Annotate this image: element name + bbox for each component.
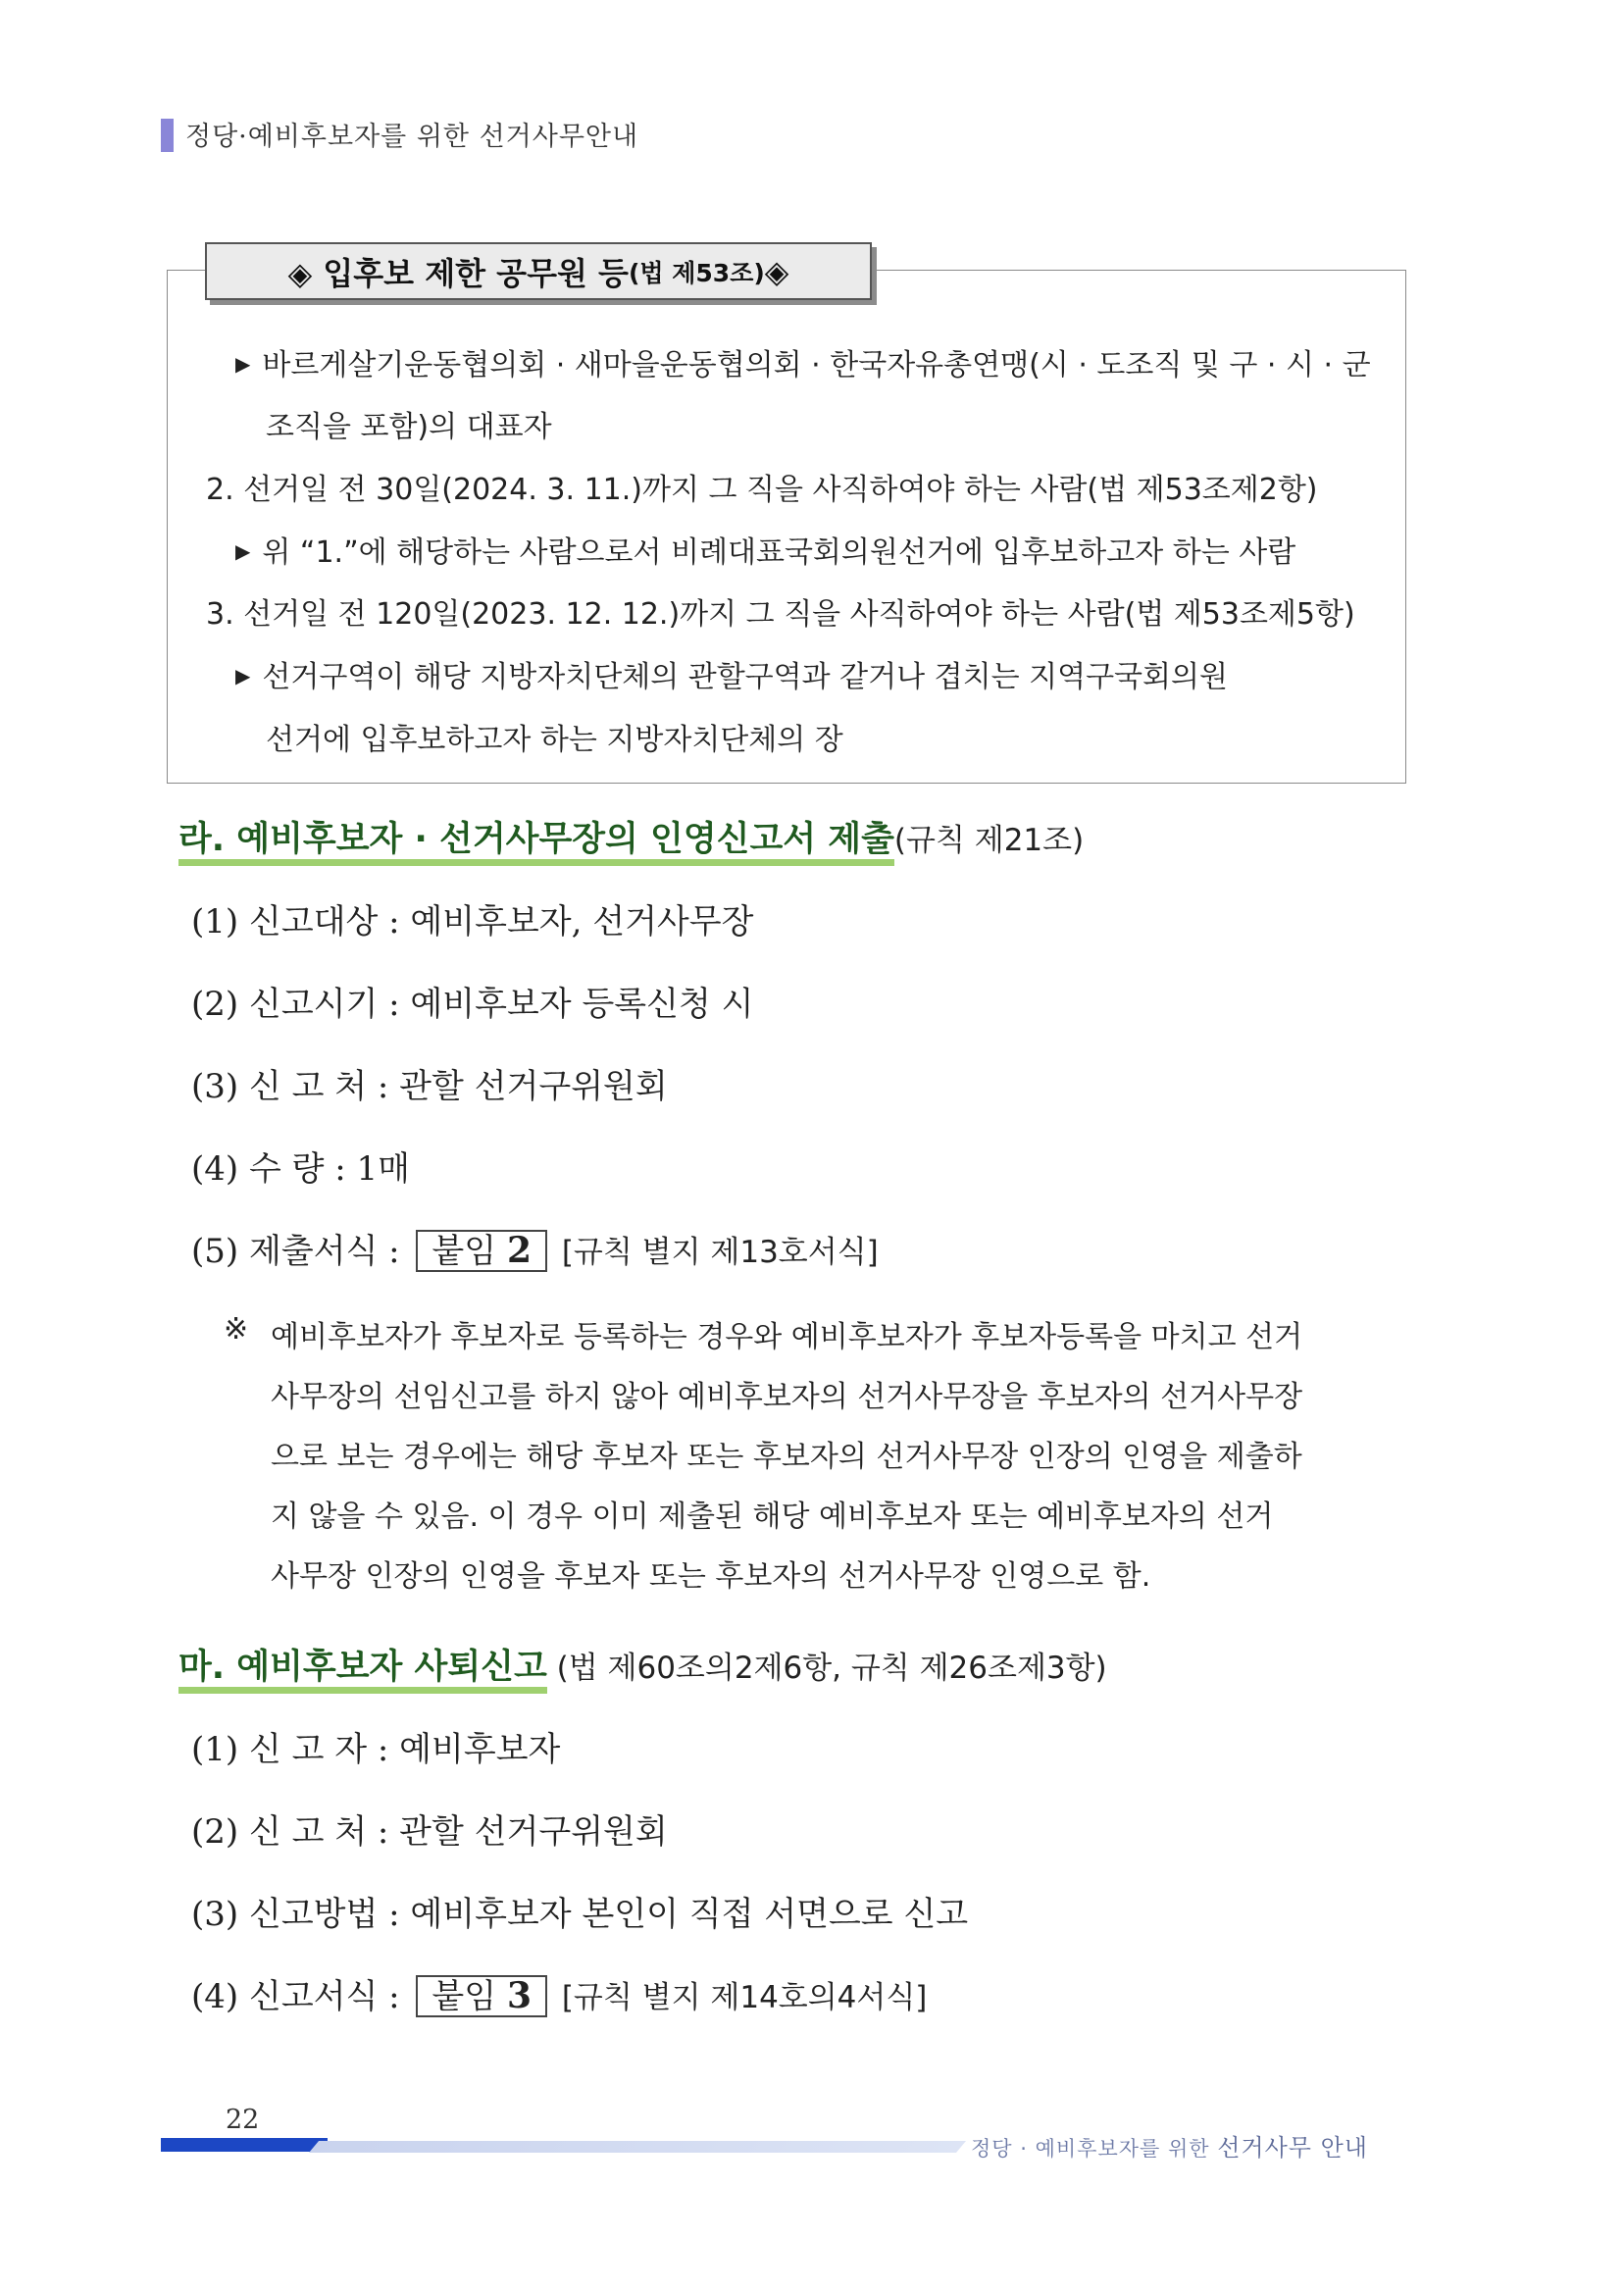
note-line: 예비후보자가 후보자로 등록하는 경우와 예비후보자가 후보자등록을 마치고 선거 — [271, 1320, 1303, 1354]
box-line: 선거에 입후보하고자 하는 지방자치단체의 장 — [266, 723, 843, 757]
section-heading-ra — [178, 812, 1084, 861]
note-mark: ※ — [224, 1312, 249, 1347]
triangle-bullet-icon: ▶ — [235, 664, 251, 687]
footer-bar-dark — [161, 2138, 328, 2152]
note-line: 으로 보는 경우에는 해당 후보자 또는 후보자의 선거사무장 인장의 인영을 제출하 — [271, 1440, 1302, 1474]
box-line: 2. 선거일 전 30일(2024. 3. 11.)까지 그 직을 사직하여야 하는 사람(법 제53조제2항) — [206, 473, 1318, 507]
note-line: 사무장의 선임신고를 하지 않아 예비후보자의 선거사무장을 후보자의 선거사무장 — [271, 1380, 1303, 1414]
section-heading-ra-ref: (규칙 제21조) — [893, 823, 1085, 858]
section-heading-ma-label: 마. 예비후보자 사퇴신고 — [178, 1648, 547, 1694]
section-heading-ma — [178, 1640, 1107, 1689]
list-item: (3) 신고방법 : 예비후보자 본인이 직접 서면으로 신고 — [191, 1895, 969, 1934]
note-line: 사무장 인장의 인영을 후보자 또는 후보자의 선거사무장 인영으로 함. — [271, 1559, 1151, 1594]
box-title-end: ◈ — [764, 252, 789, 290]
triangle-bullet-icon: ▶ — [235, 539, 251, 563]
page-number: 22 — [226, 2105, 260, 2135]
list-item: (3) 신 고 처 : 관할 선거구위원회 — [191, 1067, 668, 1106]
list-item: (1) 신고대상 : 예비후보자, 선거사무장 — [191, 902, 754, 941]
section-heading-ra-label: 라. 예비후보자 · 선거사무장의 인영신고서 제출 — [178, 820, 894, 866]
box-line: ▶ 선거구역이 해당 지방자치단체의 관할구역과 같거나 겹치는 지역구국회의원 — [235, 660, 1228, 694]
box-line: ▶ 위 “1.”에 해당하는 사람으로서 비례대표국회의원선거에 입후보하고자 하는 사람 — [235, 535, 1296, 570]
list-item-form: (4) 신고서식 : 붙임 3 [규칙 별지 제14호의4서식] — [191, 1975, 928, 2016]
box-title — [205, 242, 872, 300]
footer-title: 정당 · 예비후보자를 위한 선거사무 안내 — [971, 2134, 1368, 2162]
header-accent-bar — [161, 119, 174, 152]
box-title-text: ◈ 입후보 제한 공무원 등 — [287, 254, 629, 292]
box-line: ▶ 바르게살기운동협의회 · 새마을운동협의회 · 한국자유총연맹(시 · 도조직 및 구 · 시 · 군 — [235, 348, 1371, 382]
box-title-ref: (법 제53조) — [628, 258, 765, 287]
note-line: 지 않을 수 있음. 이 경우 이미 제출된 해당 예비후보자 또는 예비후보자의 선거 — [271, 1500, 1274, 1534]
list-item: (2) 신 고 처 : 관할 선거구위원회 — [191, 1812, 668, 1852]
footer-bar-light — [309, 2141, 966, 2153]
box-line: 3. 선거일 전 120일(2023. 12. 12.)까지 그 직을 사직하여야 하는 사람(법 제53조제5항) — [206, 597, 1355, 632]
section-heading-ma-ref: (법 제60조의2제6항, 규칙 제26조제3항) — [546, 1651, 1107, 1686]
attachment-box: 붙임 2 — [416, 1230, 547, 1272]
box-line: 조직을 포함)의 대표자 — [266, 410, 552, 444]
list-item-form: (5) 제출서식 : 붙임 2 [규칙 별지 제13호서식] — [191, 1230, 879, 1271]
running-header: 정당·예비후보자를 위한 선거사무안내 — [185, 122, 639, 152]
triangle-bullet-icon: ▶ — [235, 352, 251, 376]
list-item: (2) 신고시기 : 예비후보자 등록신청 시 — [191, 985, 754, 1024]
list-item: (1) 신 고 자 : 예비후보자 — [191, 1730, 561, 1769]
attachment-box: 붙임 3 — [416, 1975, 547, 2017]
list-item: (4) 수 량 : 1매 — [191, 1149, 411, 1189]
